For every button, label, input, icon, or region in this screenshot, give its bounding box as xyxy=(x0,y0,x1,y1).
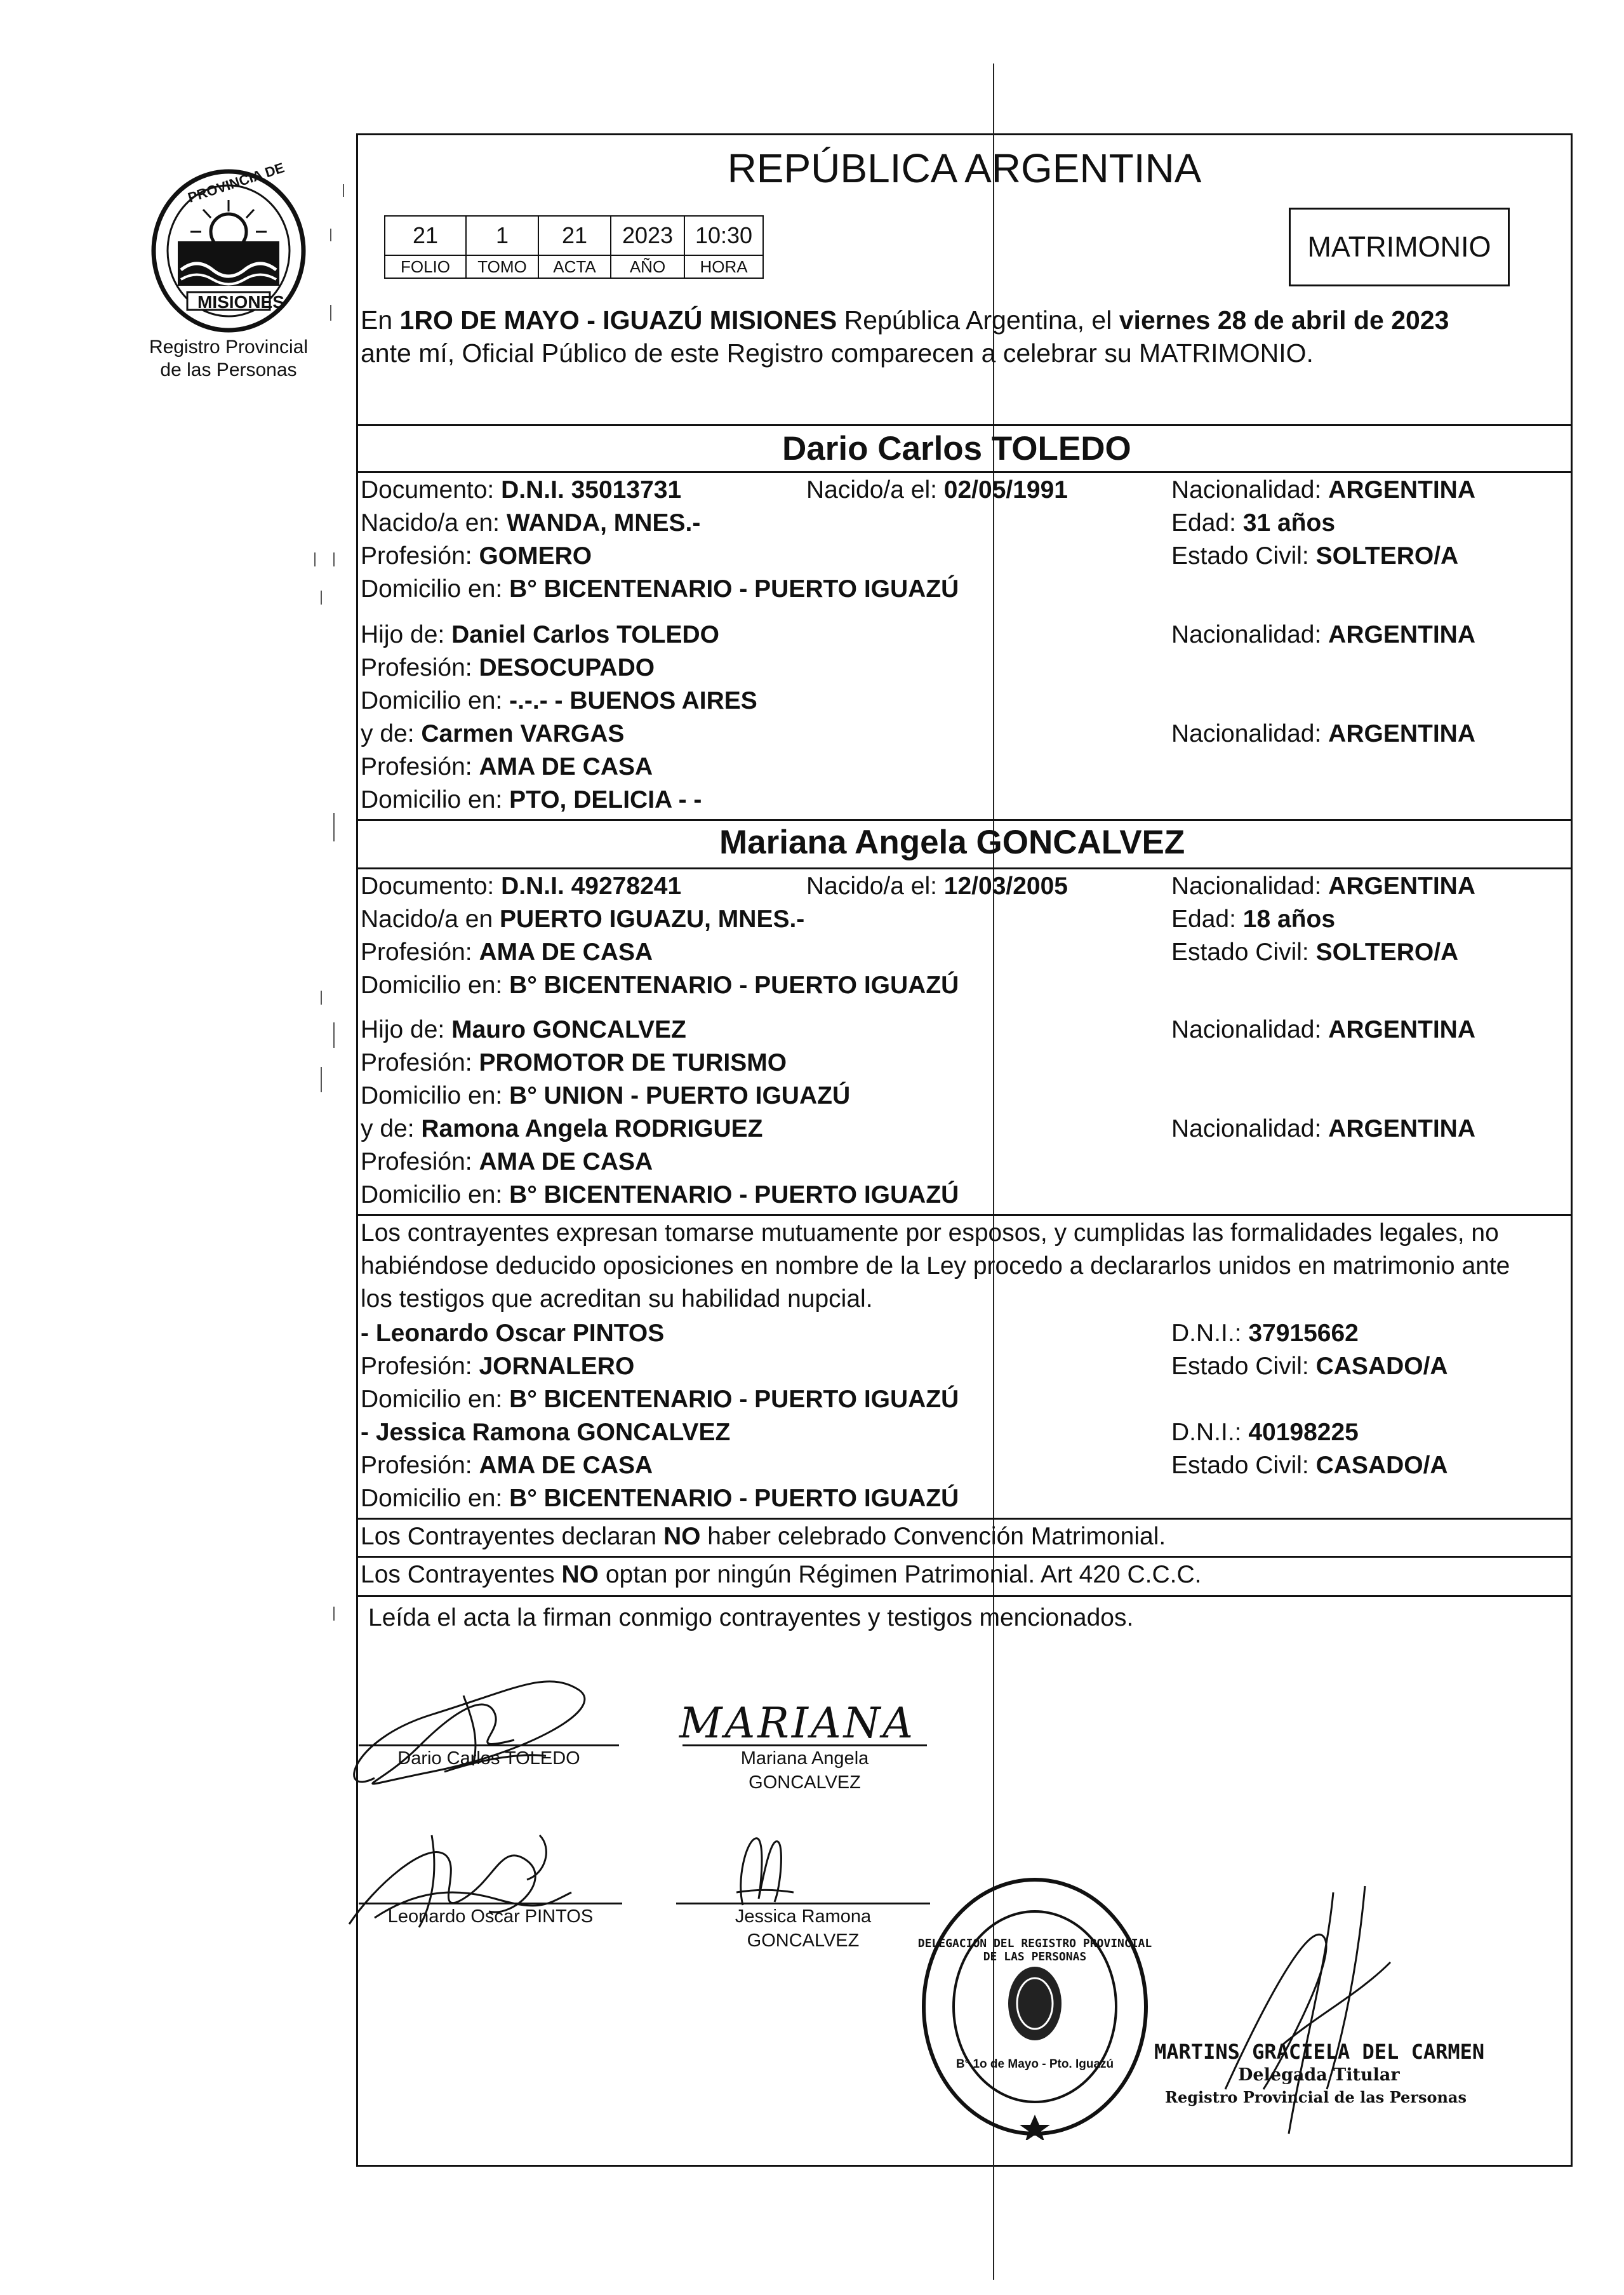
convention-line-1 xyxy=(361,1520,1166,1553)
spouse2-doc xyxy=(361,870,681,903)
value: ARGENTINA xyxy=(1328,476,1476,504)
stamp-inner-text: B° 1o de Mayo - Pto. Iguazú xyxy=(955,2057,1114,2071)
declaration-line-2: habiéndose deducido oposiciones en nombre de la Ley procedo a declararlos unidos en matrimonio ante xyxy=(361,1252,1510,1280)
label: Domicilio en: xyxy=(361,972,510,999)
emphasis: NO xyxy=(663,1523,701,1550)
label: Profesión: xyxy=(361,1049,479,1076)
value: Ramona Angela RODRIGUEZ xyxy=(421,1115,763,1142)
logo xyxy=(143,159,314,340)
signer-dario: Dario Carlos TOLEDO xyxy=(397,1748,580,1769)
spouse2-father-nat xyxy=(1171,1014,1475,1047)
value: AMA DE CASA xyxy=(479,753,653,780)
label: y de: xyxy=(361,720,422,747)
label: Estado Civil: xyxy=(1171,939,1316,966)
value: JORNALERO xyxy=(479,1353,635,1380)
divider xyxy=(356,1556,1573,1558)
label: Profesión: xyxy=(361,1148,479,1175)
value: ARGENTINA xyxy=(1328,1115,1476,1142)
spouse1-civil xyxy=(1171,540,1458,573)
value: D.N.I. 49278241 xyxy=(501,873,682,900)
divider xyxy=(356,1595,1573,1597)
value: WANDA, MNES.- xyxy=(506,509,701,537)
value: SOLTERO/A xyxy=(1315,939,1459,966)
spouse2-nat xyxy=(1171,870,1475,903)
divider xyxy=(356,819,1573,821)
label: Estado Civil: xyxy=(1171,1353,1316,1380)
margin-mark xyxy=(321,991,322,1005)
label: Domicilio en: xyxy=(361,575,510,603)
label: Profesión: xyxy=(361,1353,479,1380)
label: Nacionalidad: xyxy=(1171,1016,1329,1043)
value: B° BICENTENARIO - PUERTO IGUAZÚ xyxy=(509,972,959,999)
spouse2-age xyxy=(1171,903,1335,936)
witness1-prof xyxy=(361,1350,634,1383)
label: Nacionalidad: xyxy=(1171,621,1329,648)
label: Nacionalidad: xyxy=(1171,476,1329,504)
witness2-name: - Jessica Ramona GONCALVEZ xyxy=(361,1419,731,1446)
signer-mariana-2: GONCALVEZ xyxy=(749,1772,861,1793)
value: SOLTERO/A xyxy=(1315,542,1459,570)
intro-text: En xyxy=(361,305,400,335)
value: ARGENTINA xyxy=(1328,873,1476,900)
signature-dario xyxy=(336,1645,616,1810)
registry-stamp xyxy=(917,1873,1152,2140)
anio-label: AÑO xyxy=(611,255,684,278)
value: B° BICENTENARIO - PUERTO IGUAZÚ xyxy=(509,1181,959,1208)
label: D.N.I.: xyxy=(1171,1419,1249,1446)
label: Estado Civil: xyxy=(1171,1452,1316,1479)
declaration-line-1: Los contrayentes expresan tomarse mutuamente por esposos, y cumplidas las formalidades legales, no xyxy=(361,1219,1499,1247)
label: Nacido/a en: xyxy=(361,509,507,537)
label: Profesión: xyxy=(361,753,479,780)
value: ARGENTINA xyxy=(1328,1016,1476,1043)
value: CASADO/A xyxy=(1315,1452,1448,1479)
signer-jessica-1: Jessica Ramona xyxy=(735,1906,872,1927)
value: B° UNION - PUERTO IGUAZÚ xyxy=(509,1082,851,1109)
tomo-label: TOMO xyxy=(466,255,538,278)
margin-mark xyxy=(330,229,331,241)
value: -.-.- - BUENOS AIRES xyxy=(509,687,757,714)
spouse1-mother-prof xyxy=(361,751,653,784)
doc-type-box: MATRIMONIO xyxy=(1289,208,1510,286)
label: Domicilio en: xyxy=(361,1181,510,1208)
spouse1-place xyxy=(361,507,700,540)
value: 31 años xyxy=(1242,509,1336,537)
margin-mark xyxy=(330,305,331,321)
ceremony-date: viernes 28 de abril de 2023 xyxy=(1119,305,1449,335)
intro-line-2: ante mí, Oficial Público de este Registro comparecen a celebrar su MATRIMONIO. xyxy=(361,338,1314,368)
value: PROMOTOR DE TURISMO xyxy=(479,1049,787,1076)
emphasis: NO xyxy=(561,1561,599,1588)
label: D.N.I.: xyxy=(1171,1320,1249,1347)
divider xyxy=(356,471,1573,473)
hora-label: HORA xyxy=(684,255,763,278)
closing-text: Leída el acta la firman conmigo contrayentes y testigos mencionados. xyxy=(368,1604,1134,1631)
text: Los Contrayentes xyxy=(361,1561,562,1588)
label: Domicilio en: xyxy=(361,1082,510,1109)
stamp-ring-text: DELEGACION DEL REGISTRO PROVINCIAL DE LAS PERSONAS xyxy=(917,1937,1152,1964)
country-title: REPÚBLICA ARGENTINA xyxy=(727,145,1202,191)
acta-label: ACTA xyxy=(538,255,611,278)
label: Domicilio en: xyxy=(361,1386,510,1413)
anio-value: 2023 xyxy=(611,216,684,255)
label: Nacionalidad: xyxy=(1171,873,1329,900)
spouse1-nat xyxy=(1171,474,1475,507)
margin-mark xyxy=(333,552,335,566)
label: Documento: xyxy=(361,476,502,504)
label: Hijo de: xyxy=(361,1016,452,1043)
hora-value: 10:30 xyxy=(684,216,763,255)
value: CASADO/A xyxy=(1315,1353,1448,1380)
spouse2-place xyxy=(361,903,804,936)
spouse1-age xyxy=(1171,507,1335,540)
spouse1-name: Dario Carlos TOLEDO xyxy=(782,430,1131,467)
value: 40198225 xyxy=(1248,1419,1359,1446)
spouse1-prof xyxy=(361,540,592,573)
margin-mark xyxy=(333,1607,335,1621)
signature-jessica xyxy=(717,1829,806,1911)
signer-jessica-2: GONCALVEZ xyxy=(747,1930,860,1951)
witness2-dni xyxy=(1171,1416,1359,1449)
value: Daniel Carlos TOLEDO xyxy=(451,621,719,648)
intro-text: República Argentina, el xyxy=(837,305,1119,335)
label: Profesión: xyxy=(361,939,479,966)
label: Nacionalidad: xyxy=(1171,720,1329,747)
label: Domicilio en: xyxy=(361,1485,510,1512)
spouse1-father-nat xyxy=(1171,619,1475,652)
label: y de: xyxy=(361,1115,422,1142)
label: Nacido/a en xyxy=(361,906,500,933)
value: PUERTO IGUAZU, MNES.- xyxy=(499,906,805,933)
label: Estado Civil: xyxy=(1171,542,1316,570)
spouse2-mother-dom xyxy=(361,1179,959,1212)
delegate-role: Delegada Titular xyxy=(1238,2065,1400,2085)
registry-table xyxy=(384,215,764,279)
stamp-seal-icon xyxy=(917,1873,1152,2140)
divider xyxy=(356,1214,1573,1216)
value: ARGENTINA xyxy=(1328,621,1476,648)
label: Edad: xyxy=(1171,906,1243,933)
label: Domicilio en: xyxy=(361,687,510,714)
folio-label: FOLIO xyxy=(385,255,466,278)
logo-caption-1: Registro Provincial xyxy=(149,337,309,358)
signature-mariana: MARIANA xyxy=(679,1699,916,1748)
divider xyxy=(356,867,1573,869)
value: B° BICENTENARIO - PUERTO IGUAZÚ xyxy=(509,1386,959,1413)
seal-text-top: PROVINCIA DE xyxy=(185,159,286,206)
value: B° BICENTENARIO - PUERTO IGUAZÚ xyxy=(509,1485,959,1512)
seal-text-bottom: MISIONES xyxy=(197,292,284,312)
witness1-name: - Leonardo Oscar PINTOS xyxy=(361,1320,665,1347)
label: Documento: xyxy=(361,873,502,900)
label: Edad: xyxy=(1171,509,1243,537)
value: Carmen VARGAS xyxy=(421,720,625,747)
value: D.N.I. 35013731 xyxy=(501,476,682,504)
value: B° BICENTENARIO - PUERTO IGUAZÚ xyxy=(509,575,959,603)
label: Profesión: xyxy=(361,654,479,681)
witness1-dom xyxy=(361,1383,959,1416)
signer-mariana-1: Mariana Angela xyxy=(740,1748,869,1769)
acta-value: 21 xyxy=(538,216,611,255)
spouse1-father-prof xyxy=(361,652,655,685)
witness2-dom xyxy=(361,1482,959,1515)
spouse1-doc xyxy=(361,474,681,507)
value: AMA DE CASA xyxy=(479,1148,653,1175)
logo-caption-2: de las Personas xyxy=(160,359,297,380)
label: Nacido/a el: xyxy=(806,476,944,504)
spouse2-civil xyxy=(1171,936,1458,969)
divider xyxy=(356,424,1573,426)
text: optan por ningún Régimen Patrimonial. Art 420 C.C.C. xyxy=(599,1561,1202,1588)
label: Domicilio en: xyxy=(361,786,510,813)
spouse2-name: Mariana Angela GONCALVEZ xyxy=(719,824,1185,861)
spouse1-born xyxy=(806,474,1068,507)
spouse1-father xyxy=(361,619,719,652)
value: 12/03/2005 xyxy=(943,873,1068,900)
spouse2-father xyxy=(361,1014,686,1047)
spouse1-mother-dom xyxy=(361,784,702,817)
label: Profesión: xyxy=(361,542,479,570)
margin-mark xyxy=(333,813,335,841)
intro-line-1 xyxy=(361,304,1449,337)
value: AMA DE CASA xyxy=(479,1452,653,1479)
text: Los Contrayentes declaran xyxy=(361,1523,663,1550)
spouse1-mother-nat xyxy=(1171,718,1475,751)
label: Nacionalidad: xyxy=(1171,1115,1329,1142)
value: PTO, DELICIA - - xyxy=(509,786,702,813)
tomo-value: 1 xyxy=(466,216,538,255)
value: 37915662 xyxy=(1248,1320,1359,1347)
spouse2-father-prof xyxy=(361,1047,787,1080)
folio-value: 21 xyxy=(385,216,466,255)
margin-mark xyxy=(343,184,344,197)
delegate-org: Registro Provincial de las Personas xyxy=(1165,2088,1467,2106)
spouse2-father-dom xyxy=(361,1080,850,1113)
convention-line-2 xyxy=(361,1558,1202,1591)
spouse2-mother xyxy=(361,1113,763,1146)
label: Hijo de: xyxy=(361,621,452,648)
declaration-line-3: los testigos que acreditan su habilidad nupcial. xyxy=(361,1285,873,1313)
margin-mark xyxy=(333,1022,335,1048)
text: haber celebrado Convención Matrimonial. xyxy=(700,1523,1166,1550)
margin-mark xyxy=(321,591,322,605)
witness1-civil xyxy=(1171,1350,1448,1383)
value: DESOCUPADO xyxy=(479,654,655,681)
spouse1-mother xyxy=(361,718,624,751)
spouse1-dom xyxy=(361,573,959,606)
value: 02/05/1991 xyxy=(943,476,1068,504)
delegate-name: MARTINS GRACIELA DEL CARMEN xyxy=(1154,2040,1485,2064)
value: AMA DE CASA xyxy=(479,939,653,966)
signature-delegate xyxy=(1206,1880,1460,2146)
value: ARGENTINA xyxy=(1328,720,1476,747)
divider xyxy=(356,1518,1573,1520)
witness2-prof xyxy=(361,1449,653,1482)
value: Mauro GONCALVEZ xyxy=(451,1016,686,1043)
spouse2-mother-prof xyxy=(361,1146,653,1179)
value: GOMERO xyxy=(479,542,592,570)
margin-mark xyxy=(314,552,316,566)
ceremony-place: 1RO DE MAYO - IGUAZÚ MISIONES xyxy=(399,305,837,335)
spouse1-father-dom xyxy=(361,685,757,718)
margin-mark xyxy=(321,1067,322,1092)
label: Profesión: xyxy=(361,1452,479,1479)
spouse2-mother-nat xyxy=(1171,1113,1475,1146)
spouse2-prof xyxy=(361,936,653,969)
witness1-dni xyxy=(1171,1317,1359,1350)
value: 18 años xyxy=(1242,906,1336,933)
label: Nacido/a el: xyxy=(806,873,944,900)
witness2-civil xyxy=(1171,1449,1448,1482)
signer-leonardo: Leonardo Oscar PINTOS xyxy=(387,1906,594,1927)
spouse2-born xyxy=(806,870,1068,903)
spouse2-dom xyxy=(361,969,959,1002)
